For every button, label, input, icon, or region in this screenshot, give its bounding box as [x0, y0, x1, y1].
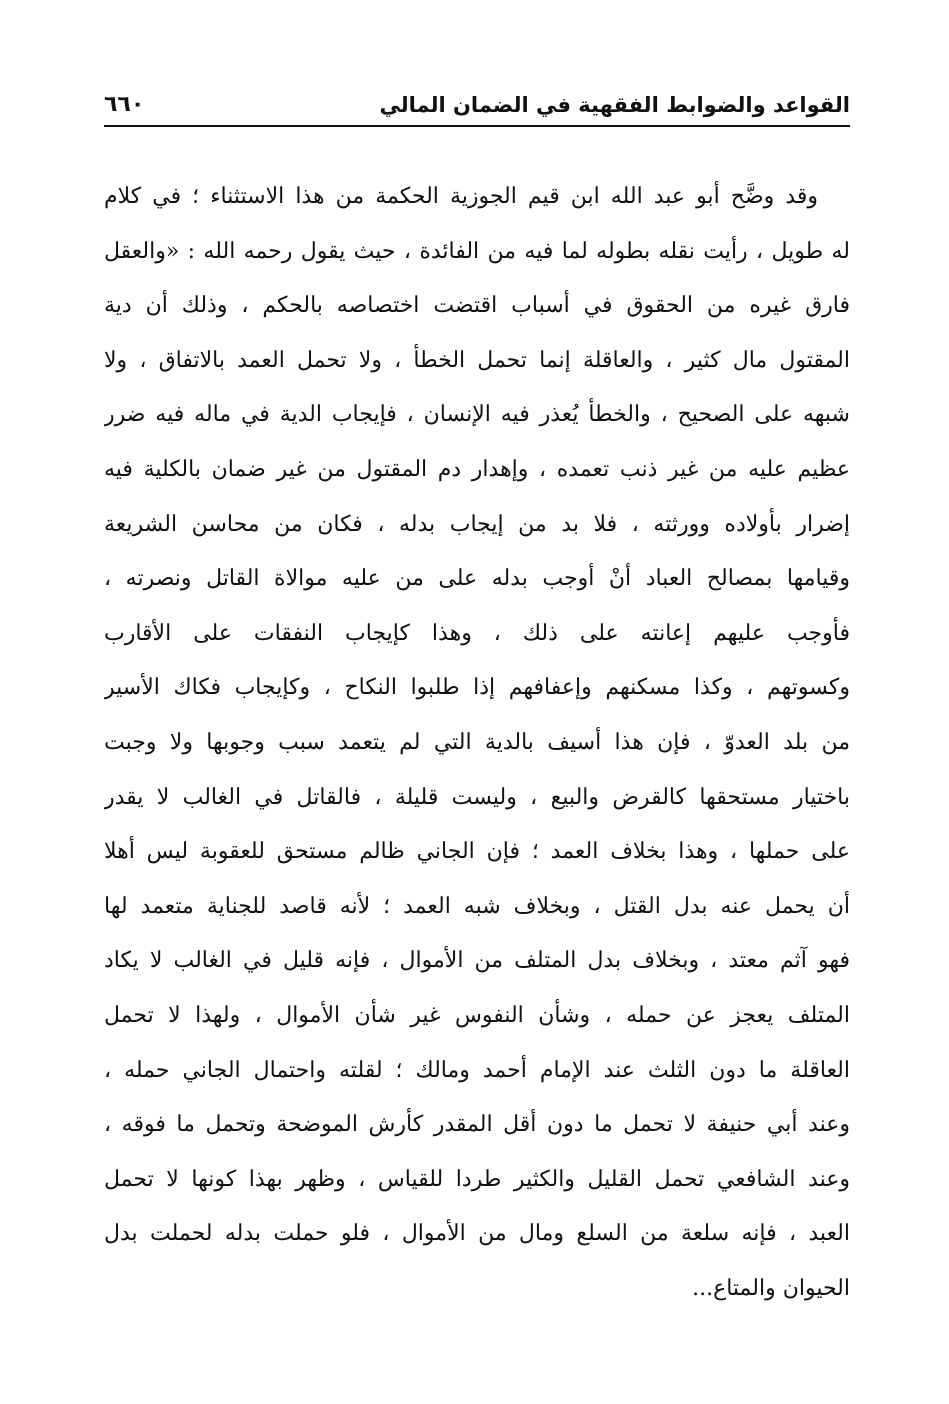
body-text	[104, 170, 850, 1316]
text-line: العاقلة ما دون الثلث عند الإمام أحمد ومالك ؛ لقلته واحتمال الجاني حمله ،	[104, 1057, 850, 1083]
text-line: فهو آثم معتد ، وبخلاف بدل المتلف من الأموال ، فإنه قليل في الغالب لا يكاد	[104, 948, 850, 974]
text-line: وقيامها بمصالح العباد أنْ أوجب بدله على من عليه موالاة القاتل ونصرته ،	[104, 566, 850, 592]
text-line: الحيوان والمتاع...	[692, 1275, 850, 1301]
text-line: له طويل ، رأيت نقله بطوله لما فيه من الفائدة ، حيث يقول رحمه الله : «والعقل	[104, 238, 850, 264]
text-line: فأوجب عليهم إعانته على ذلك ، وهذا كإيجاب النفقات على الأقارب	[104, 620, 850, 646]
text-line: وكسوتهم ، وكذا مسكنهم وإعفافهم إذا طلبوا النكاح ، وكإيجاب فكاك الأسير	[104, 675, 850, 701]
text-line: وعند الشافعي تحمل القليل والكثير طردا للقياس ، وظهر بهذا كونها لا تحمل	[104, 1166, 850, 1192]
text-line: المقتول مال كثير ، والعاقلة إنما تحمل الخطأ ، ولا تحمل العمد بالاتفاق ، ولا	[104, 347, 850, 373]
header-rule	[104, 125, 850, 127]
text-line: وعند أبي حنيفة لا تحمل ما دون أقل المقدر كأرش الموضحة وتحمل ما فوقه ،	[104, 1112, 850, 1138]
text-line: من بلد العدوّ ، فإن هذا أسيف بالدية التي لم يتعمد سبب وجوبها ولا وجبت	[104, 729, 850, 755]
text-line: على حملها ، وهذا بخلاف العمد ؛ فإن الجاني ظالم مستحق للعقوبة ليس أهلا	[104, 839, 850, 865]
text-line: إضرار بأولاده وورثته ، فلا بد من إيجاب بدله ، فكان من محاسن الشريعة	[104, 511, 850, 537]
text-line: عظيم عليه من غير ذنب تعمده ، وإهدار دم المقتول من غير ضمان بالكلية فيه	[104, 456, 850, 482]
text-line: فارق غيره من الحقوق في أسباب اقتضت اختصاصه بالحكم ، وذلك أن دية	[104, 293, 850, 319]
header-title: القواعد والضوابط الفقهية في الضمان المالي	[379, 93, 850, 117]
text-line: شبهه على الصحيح ، والخطأ يُعذر فيه الإنسان ، فإيجاب الدية في ماله فيه ضرر	[104, 402, 850, 428]
text-line: المتلف يعجز عن حمله ، وشأن النفوس غير شأن الأموال ، ولهذا لا تحمل	[104, 1002, 850, 1028]
text-line: باختيار مستحقها كالقرض والبيع ، وليست قليلة ، فالقاتل في الغالب لا يقدر	[104, 784, 850, 810]
text-line: العبد ، فإنه سلعة من السلع ومال من الأموال ، فلو حملت بدله لحملت بدل	[104, 1221, 850, 1247]
page-number: ٦٦٠	[104, 92, 145, 117]
text-line: أن يحمل عنه بدل القتل ، وبخلاف شبه العمد ؛ لأنه قاصد للجناية متعمد لها	[104, 893, 850, 919]
text-line: وقد وضَّح أبو عبد الله ابن قيم الجوزية الحكمة من هذا الاستثناء ؛ في كلام	[104, 184, 818, 209]
running-header	[104, 86, 850, 120]
